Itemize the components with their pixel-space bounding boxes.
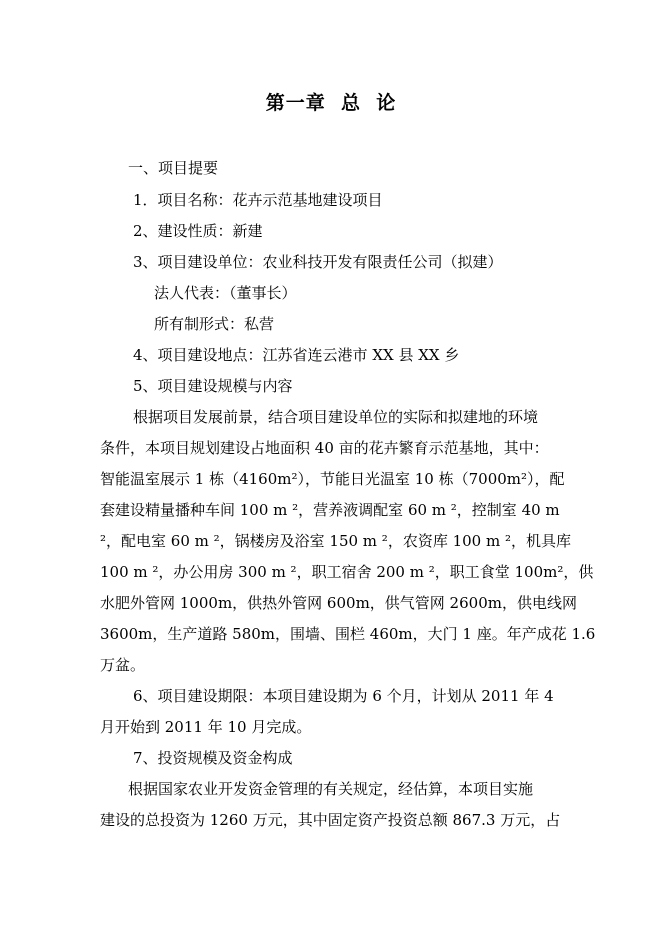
item-legal-representative: 法人代表：（董事长） bbox=[154, 284, 297, 302]
paragraph-line: 100 m ²，办公用房 300 m ²，职工宿舍 200 m ²，职工食堂 100m²，供 bbox=[100, 563, 594, 581]
item-ownership-form: 所有制形式：私营 bbox=[154, 315, 275, 333]
paragraph-line: 根据项目发展前景，结合项目建设单位的实际和拟建地的环境 bbox=[133, 408, 539, 426]
paragraph-line: 水肥外管网 1000m，供热外管网 600m，供气管网 2600m，供电线网 bbox=[100, 594, 577, 612]
item-construction-location: 4、项目建设地点：江苏省连云港市 XX 县 XX 乡 bbox=[133, 346, 460, 364]
paragraph-line: 万盆。 bbox=[100, 656, 146, 674]
paragraph-line: 套建设精量播种车间 100 m ²，营养液调配室 60 m ²，控制室 40 m bbox=[100, 501, 560, 519]
item-construction-unit: 3、项目建设单位：农业科技开发有限责任公司（拟建） bbox=[133, 253, 503, 271]
paragraph-line: 条件，本项目规划建设占地面积 40 亩的花卉繁育示范基地，其中： bbox=[100, 439, 549, 457]
item-construction-nature: 2、建设性质：新建 bbox=[133, 222, 263, 240]
paragraph-line: 月开始到 2011 年 10 月完成。 bbox=[100, 718, 312, 736]
item-investment-heading: 7、投资规模及资金构成 bbox=[133, 749, 293, 767]
paragraph-line: 根据国家农业开发资金管理的有关规定，经估算，本项目实施 bbox=[128, 780, 534, 798]
paragraph-line: 智能温室展示 1 栋（4160m²），节能日光温室 10 栋（7000m²），配 bbox=[100, 470, 565, 488]
item-scale-content-heading: 5、项目建设规模与内容 bbox=[133, 377, 293, 395]
section-heading: 一、项目提要 bbox=[128, 159, 219, 177]
paragraph-line: 3600m，生产道路 580m，围墙、围栏 460m，大门 1 座。年产成花 1.6 bbox=[100, 625, 596, 643]
paragraph-line: 6、项目建设期限：本项目建设期为 6 个月，计划从 2011 年 4 bbox=[133, 687, 554, 705]
chapter-title: 第一章 总 论 bbox=[265, 92, 397, 114]
paragraph-line: 建设的总投资为 1260 万元，其中固定资产投资总额 867.3 万元，占 bbox=[100, 811, 561, 829]
item-project-name: 1．项目名称：花卉示范基地建设项目 bbox=[133, 191, 383, 209]
paragraph-line: ²，配电室 60 m ²，锅楼房及浴室 150 m ²，农资库 100 m ²，机具库 bbox=[100, 532, 571, 550]
